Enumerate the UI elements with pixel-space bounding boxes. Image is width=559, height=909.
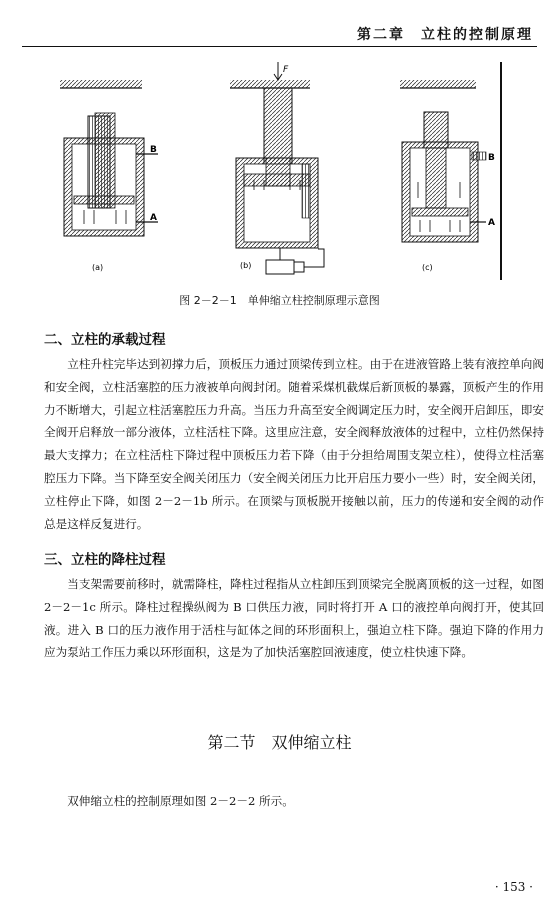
figure-caption: 图 2－2－1 单伸缩立柱控制原理示意图: [179, 294, 380, 307]
cylinder-diagrams: [40, 58, 520, 303]
running-header: [0, 0, 559, 50]
port-b-label-c: B: [488, 153, 495, 163]
force-label: F: [283, 65, 289, 75]
section-title-lowering: 三、立柱的降柱过程: [44, 552, 166, 568]
figure-2-2-1: [40, 58, 520, 303]
sub-label-a: (a): [92, 263, 104, 272]
port-a-label-c: A: [488, 218, 495, 228]
port-b-label-a: B: [150, 145, 157, 155]
sub-label-c: (c): [422, 263, 433, 272]
closing-paragraph: 双伸缩立柱的控制原理如图 2－2－2 所示。: [67, 794, 294, 808]
diagram-a: [60, 80, 158, 272]
paragraph-bearing: 立柱升柱完毕达到初撑力后，顶板压力通过顶梁传到立柱。由于在进液管路上装有液控单向阀和安全阀，立柱活塞腔的压力液被单向阀封闭。随着采煤机截煤后新顶板的暴露，顶板产生的作用力不断增大，引起立柱活塞腔压力升高。当压力升高至安全阀调定压力时，安全阀开启卸压，即安全阀开启释放一部分液体，立柱活柱下降。这里应注意，安全阀释放液体的过程中，立柱仍然保持最大支撑力；在立柱活柱下降过程中顶板压力若下降（由于分担给周围支架立柱），使得立柱活塞腔压力下降。当下降至安全阀关闭压力（安全阀关闭压力比开启压力要小一些）时，安全阀关闭，立柱停止下降，如图 2－2－1b 所示。在顶梁与顶板脱开接触以前，压力的传递和安全阀的动作总是这样反复进行。: [44, 357, 544, 531]
section-heading: 第二节 双伸缩立柱: [207, 733, 352, 752]
page-number: · 153 ·: [494, 880, 533, 894]
chapter-title: 第二章 立柱的控制原理: [357, 27, 533, 43]
diagram-b: [230, 62, 324, 274]
header-rule: [22, 46, 537, 47]
section-title-bearing: 二、立柱的承载过程: [44, 332, 166, 348]
port-a-label-a: A: [150, 213, 157, 223]
diagram-c: [400, 62, 501, 280]
paragraph-lowering: 当支架需要前移时，就需降柱，降柱过程指从立柱卸压到顶梁完全脱离顶板的这一过程，如图 2－2－1c 所示。降柱过程操纵阀为 B 口供压力液，同时将打开 A 口的液控单向阀打开，使其回液。进入 B 口的压力液作用于活柱与缸体之间的环形面积上，强迫立柱下降。强迫下降的作用力应为泵站工作压力乘以环形面积，这是为了加快活塞腔回液速度，使立柱快速下降。: [44, 577, 544, 660]
sub-label-b: (b): [240, 261, 252, 270]
